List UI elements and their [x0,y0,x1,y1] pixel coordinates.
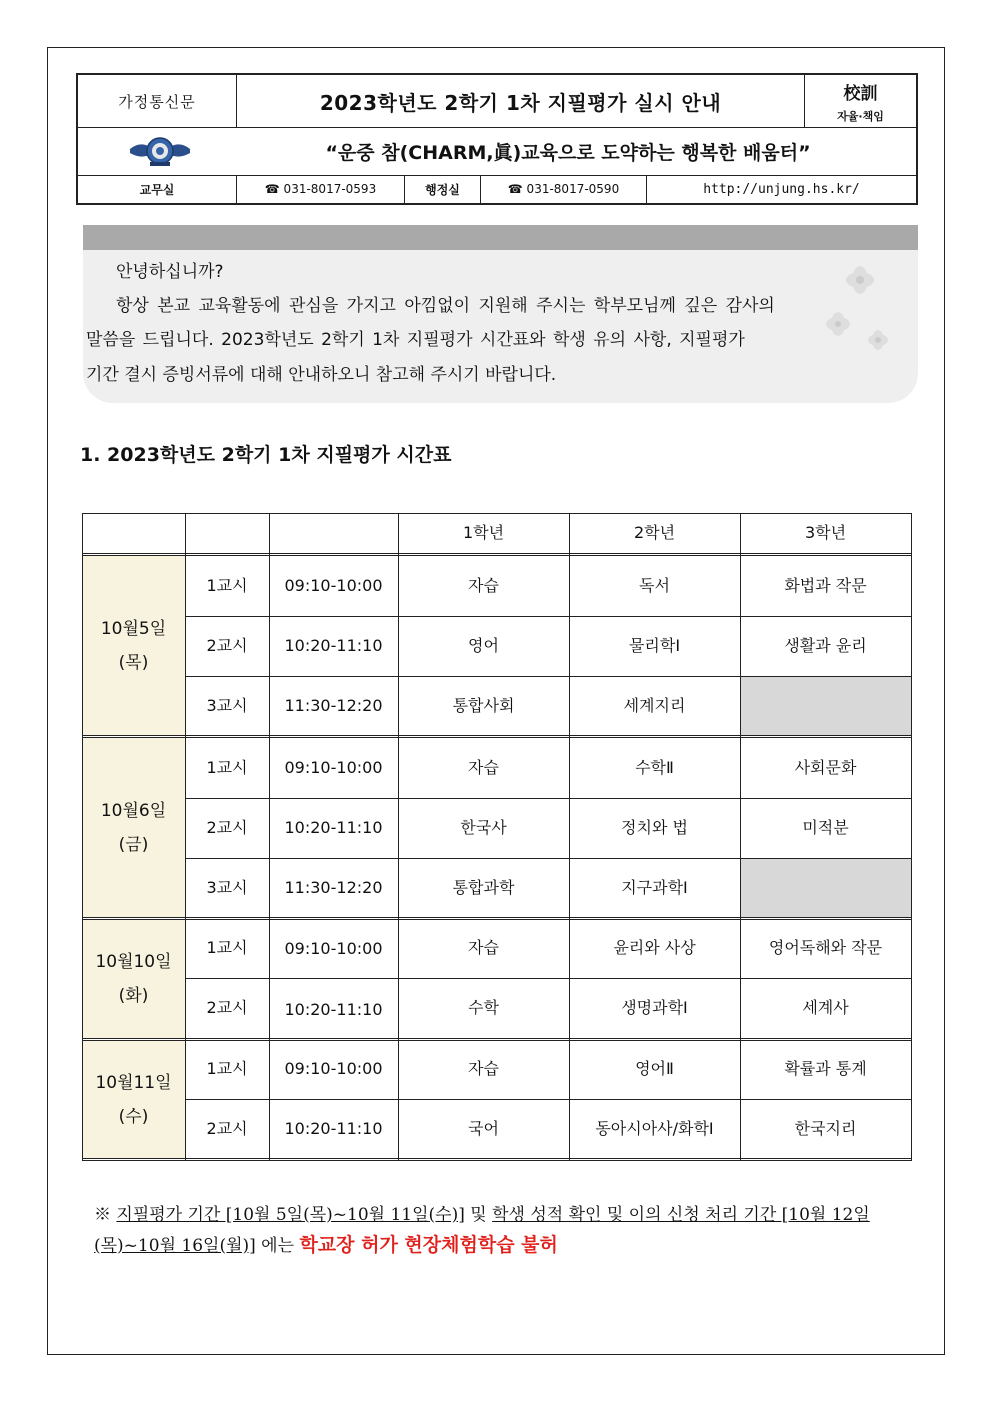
grade2-subject-cell: 동아시아사/화학Ⅰ [595,1119,714,1138]
grade3-subject-cell: 생활과 윤리 [784,636,867,655]
time-cell: 11:30-12:20 [284,878,383,897]
grade2-subject-cell: 윤리와 사상 [613,938,696,957]
grade3-subject-cell: 사회문화 [794,758,857,777]
field-trip-restriction-text: 학교장 허가 현장체험학습 불허 [299,1234,558,1256]
header-cell-grade3: 3학년 [804,523,847,542]
header-divider [82,553,912,556]
row-divider [185,978,912,979]
grade1-subject-cell: 영어 [468,636,499,655]
weekday-label: (금) [118,834,149,855]
notice-paragraph [94,1200,922,1261]
time-cell: 10:20-11:10 [284,1119,383,1138]
table-bottom-border [82,1158,912,1161]
section-title-schedule: 1. 2023학년도 2학기 1차 지필평가 시간표 [80,444,452,466]
time-cell: 09:10-10:00 [284,758,383,777]
column-divider [569,513,570,1161]
weekday-label: (수) [118,1107,149,1127]
row-divider [185,798,912,799]
table-top-border [82,513,912,514]
period-cell: 3교시 [206,696,248,715]
header-cell-grade1: 1학년 [462,523,505,542]
grade3-subject-cell: 미적분 [802,818,849,837]
period-cell: 3교시 [206,878,248,897]
period-cell: 1교시 [206,938,248,957]
office2-name: 행정실 [404,175,480,203]
newsletter-header [76,73,918,205]
grade1-subject-cell: 자습 [468,938,499,957]
grade2-subject-cell: 영어Ⅱ [635,1059,674,1078]
date-cell [82,738,185,917]
grade1-subject-cell: 자습 [468,758,499,777]
grade1-subject-cell: 자습 [468,1059,499,1078]
time-cell: 11:30-12:20 [284,696,383,715]
grade1-subject-cell: 통합사회 [452,696,515,715]
exam-schedule-table [82,513,912,1161]
office1-name: 교무실 [139,182,175,197]
time-cell: 09:10-10:00 [284,1059,383,1078]
exam-period-text: 지필평가 기간 [10월 5일(목)~10월 11일(수)] [116,1205,465,1225]
greeting-line-2: 항상 본교 교육활동에 관심을 가지고 아낌없이 지원해 주시는 학부모님께 깊은 감사의 [116,296,775,316]
school-emblem-icon [128,135,192,167]
grade2-subject-cell: 정치와 법 [621,818,688,837]
note-connector-2: 에는 [261,1236,295,1256]
empty-subject-cell [740,676,911,736]
grade-check-period-text: 학생 성적 확인 및 이의 신청 처리 기간 [10월 12일(목)~10월 16일(월)] [94,1205,870,1256]
time-cell: 10:20-11:10 [284,818,383,837]
period-cell: 2교시 [206,636,248,655]
header-cell-grade2: 2학년 [633,523,676,542]
time-cell: 10:20-11:10 [284,1000,383,1019]
time-cell: 09:10-10:00 [284,939,383,958]
row-divider [185,616,912,617]
period-cell: 1교시 [206,758,248,777]
motto-title: 校訓 [843,83,878,104]
grade3-subject-cell: 한국지리 [794,1119,857,1138]
time-cell: 09:10-10:00 [284,576,383,595]
column-divider [185,513,186,1161]
school-slogan: “운중 참(CHARM,眞)교육으로 도약하는 행복한 배움터” [325,141,811,164]
school-website-link[interactable]: http://unjung.hs.kr/ [646,175,916,203]
date-label: 10월5일 [100,618,167,639]
period-cell: 1교시 [206,1059,248,1078]
header-cell-time [269,513,398,553]
period-cell: 1교시 [206,576,248,595]
grade2-subject-cell: 생명과학Ⅰ [621,998,688,1017]
date-cell [82,556,185,735]
grade1-subject-cell: 한국사 [460,818,507,837]
period-cell: 2교시 [206,1119,248,1138]
document-title: 2023학년도 2학기 1차 지필평가 실시 안내 [236,75,804,127]
column-divider [82,513,83,1161]
weekday-label: (화) [118,986,149,1006]
day-divider [82,735,912,738]
office2-phone: ☎ 031-8017-0590 [480,175,646,203]
grade1-subject-cell: 자습 [468,576,499,595]
row-divider [185,858,912,859]
grade3-subject-cell: 세계사 [802,998,849,1017]
greeting-line-1: 안녕하십니까? [116,262,224,282]
office1-phone: ☎ 031-8017-0593 [236,175,404,203]
school-motto [804,75,916,127]
period-cell: 2교시 [206,818,248,837]
grade3-subject-cell: 영어독해와 작문 [768,938,883,957]
greeting-title-bar [83,225,918,250]
column-divider [740,513,741,1161]
grade2-subject-cell: 수학Ⅱ [635,758,674,777]
grade2-subject-cell: 세계지리 [623,696,686,715]
period-cell: 2교시 [206,998,248,1017]
weekday-label: (목) [118,652,149,673]
row-divider [185,676,912,677]
greeting-line-4: 기간 결시 증빙서류에 대해 안내하오니 참고해 주시기 바랍니다. [86,365,557,385]
grade3-subject-cell: 화법과 작문 [784,576,867,595]
empty-subject-cell [740,858,911,918]
grade2-subject-cell: 물리학Ⅰ [628,636,681,655]
grade2-subject-cell: 독서 [639,576,670,595]
newsletter-label: 가정통신문 [118,92,196,111]
grade1-subject-cell: 통합과학 [452,878,515,897]
header-cell-period [185,513,269,553]
grade1-subject-cell: 수학 [468,998,499,1017]
header-cell-date [82,513,185,553]
greeting-box [83,250,918,403]
greeting-line-3: 말씀을 드립니다. 2023학년도 2학기 1차 지필평가 시간표와 학생 유의 사항, 지필평가 [86,330,745,350]
flower-decoration-icon [820,262,895,357]
grade2-subject-cell: 지구과학Ⅰ [621,878,688,897]
grade3-subject-cell: 확률과 통계 [784,1059,867,1078]
time-cell: 10:20-11:10 [284,636,383,655]
date-cell [82,1041,185,1159]
column-divider [398,513,399,1161]
column-divider [269,513,270,1161]
column-divider [911,513,912,1161]
date-label: 10월10일 [95,952,172,972]
date-cell [82,920,185,1038]
day-divider [82,917,912,920]
note-mark: ※ [94,1205,111,1225]
grade1-subject-cell: 국어 [468,1119,499,1138]
day-divider [82,1038,912,1041]
date-label: 10월6일 [100,800,167,821]
row-divider [185,1099,912,1100]
date-label: 10월11일 [95,1073,172,1093]
note-connector: 및 [470,1205,487,1225]
motto-subtitle: 자율·책임 [837,109,884,123]
